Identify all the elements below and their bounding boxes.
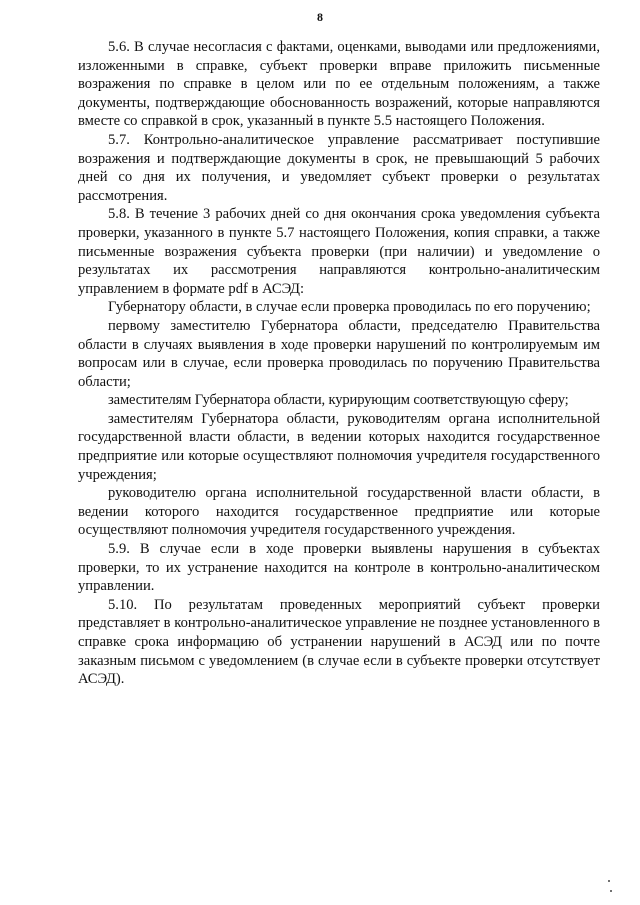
paragraph-5-8: 5.8. В течение 3 рабочих дней со дня окончания срока уведомления субъекта проверки, указанного в пункте 5.7 настоящего Положения, копия справки, а также письменные возражения субъекта проверки (при наличии) и уведомление о результатах их рассмотрения направляются контрольно-аналитическим управлением в формате pdf в АСЭД: [78,206,600,297]
recipient-deputies-heads: заместителям Губернатора области, руководителям органа исполнительной государственной власти области, в ведении которых находится государственное предприятие или которые осуществляют полномочия учредителя государственного учреждения; [78,410,600,483]
scan-speck [608,880,610,882]
recipient-first-deputy: первому заместителю Губернатора области, председателю Правительства области в случаях выявления в ходе проверки нарушений по контролируемым им вопросам или в случае, если проверка проводилась по поручению Правительства области; [78,317,600,390]
recipient-governor: Губернатору области, в случае если проверка проводилась по его поручению; [108,299,591,316]
page-number: 8 [317,10,323,24]
recipient-deputies-curating: заместителям Губернатора области, курирующим соответствующую сферу; [108,392,569,409]
paragraph-5-7: 5.7. Контрольно-аналитическое управление рассматривает поступившие возражения и подтверждающие документы в срок, не превышающий 5 рабочих дней со дня их получения, и уведомляет субъект проверки о результатах рассмотрения. [78,131,600,204]
document-body [78,38,600,689]
scan-speck [610,890,612,892]
recipient-head-of-body: руководителю органа исполнительной государственной власти области, в ведении которого находится государственное предприятие или которые осуществляют полномочия учредителя государственного учреждения. [78,485,600,539]
paragraph-5-10: 5.10. По результатам проведенных мероприятий субъект проверки представляет в контрольно-аналитическое управление не позднее установленного в справке срока информацию об устранении нарушений в АСЭД или по почте заказным письмом с уведомлением (в случае если в субъекте проверки отсутствует АСЭД). [78,596,600,688]
paragraph-5-9: 5.9. В случае если в ходе проверки выявлены нарушения в субъектах проверки, то их устранение находится на контроле в контрольно-аналитическом управлении. [78,541,600,595]
paragraph-5-6: 5.6. В случае несогласия с фактами, оценками, выводами или предложениями, изложенными в справке, субъект проверки вправе приложить письменные возражения по справке в целом или по ее отдельным положениям, а также документы, подтверждающие обоснованность возражений, которые направляются вместе со справкой в срок, указанный в пункте 5.5 настоящего Положения. [78,39,600,130]
